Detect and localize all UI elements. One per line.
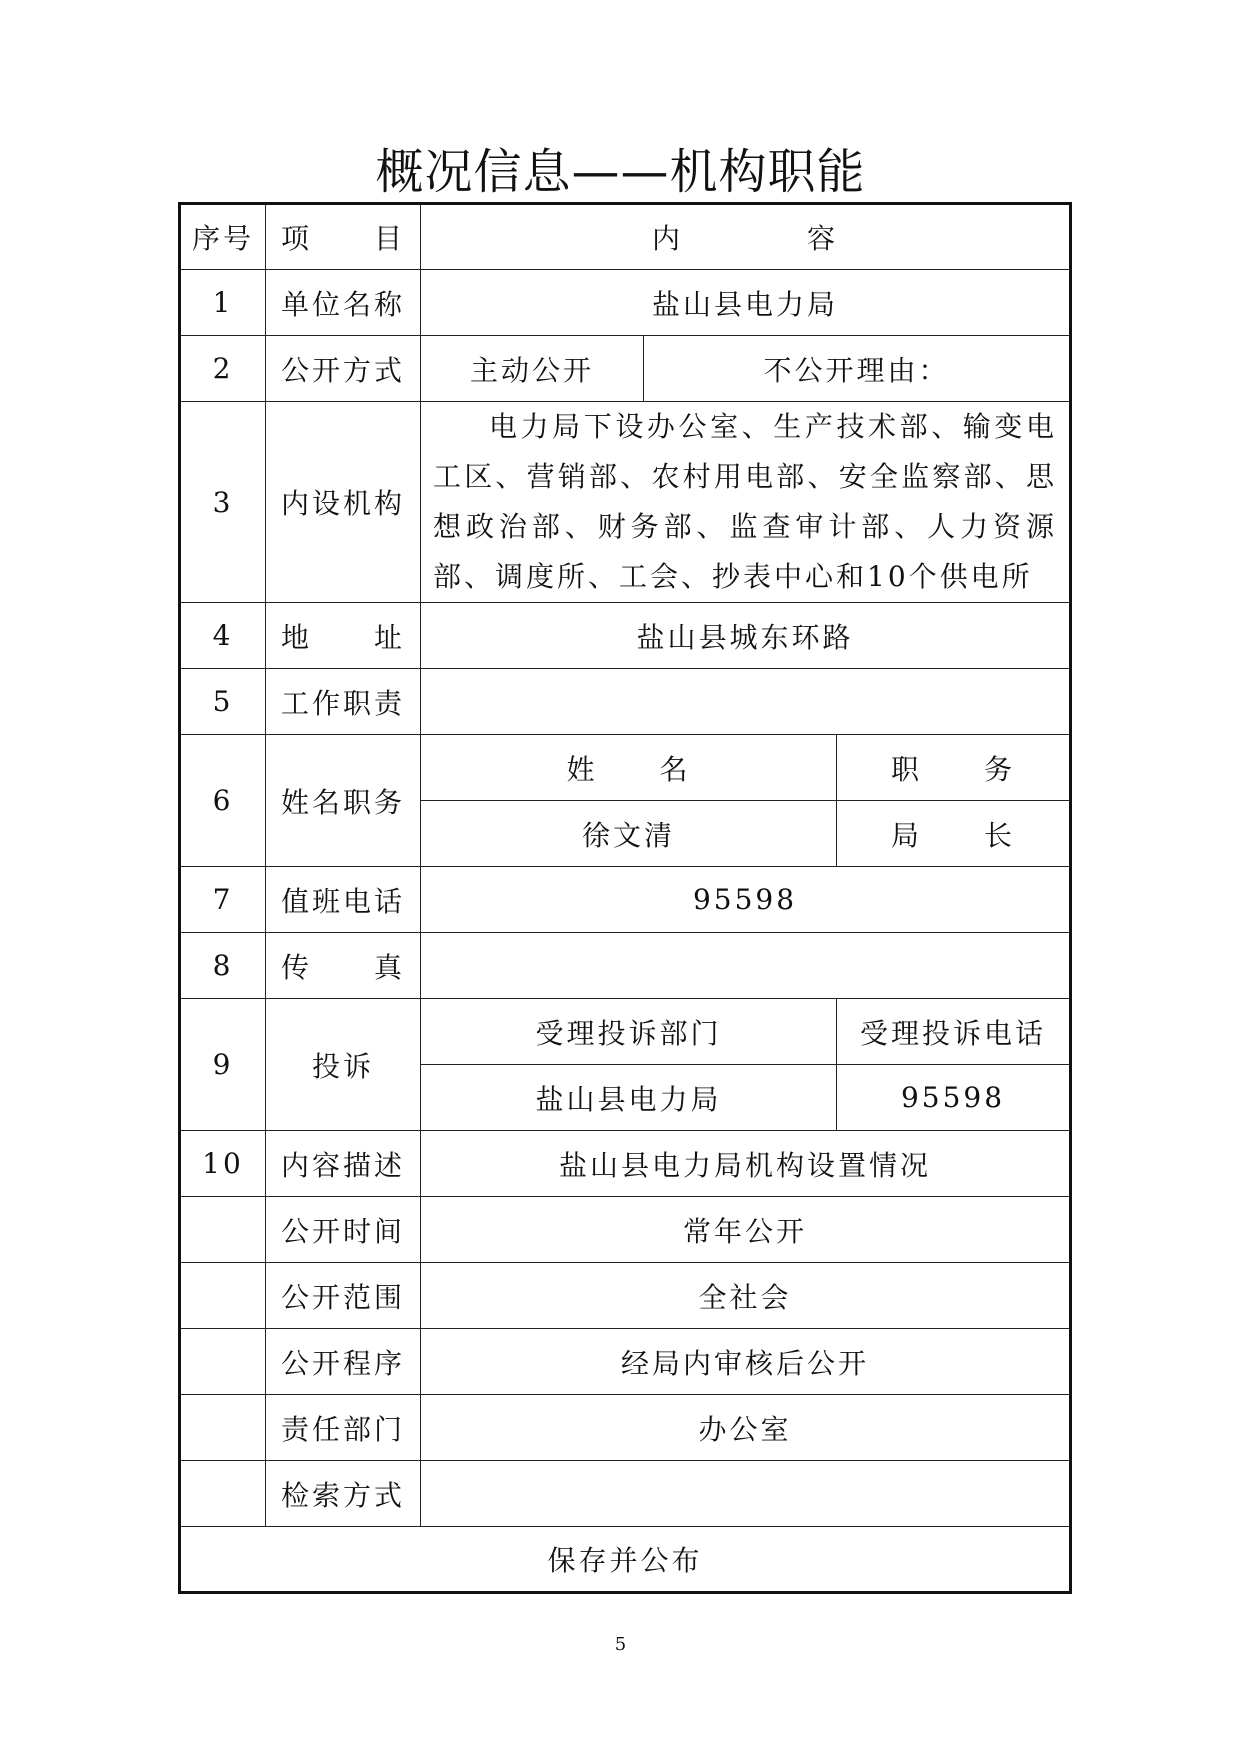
row-seq <box>180 1329 266 1395</box>
disclosure-time-value[interactable]: 常年公开 <box>421 1197 1071 1263</box>
row-item: 单位名称 <box>266 270 421 336</box>
row-item: 公开时间 <box>266 1197 421 1263</box>
row-seq <box>180 1197 266 1263</box>
table-row <box>180 669 1071 735</box>
table-row <box>180 933 1071 999</box>
table-row <box>180 867 1071 933</box>
table-row <box>180 1329 1071 1395</box>
table-header-row <box>180 204 1071 270</box>
person-name-value[interactable]: 徐文清 <box>421 801 837 867</box>
table-row <box>180 1395 1071 1461</box>
row-item: 姓名职务 <box>266 735 421 867</box>
row-item: 地 址 <box>266 603 421 669</box>
row-seq: 5 <box>180 669 266 735</box>
row-seq: 7 <box>180 867 266 933</box>
unit-name-value[interactable]: 盐山县电力局 <box>421 270 1071 336</box>
row-seq: 2 <box>180 336 266 402</box>
row-seq: 1 <box>180 270 266 336</box>
row-seq <box>180 1395 266 1461</box>
row-item: 公开程序 <box>266 1329 421 1395</box>
table-row <box>180 270 1071 336</box>
save-and-publish-button[interactable]: 保存并公布 <box>180 1527 1071 1593</box>
person-position-value[interactable]: 局 长 <box>837 801 1071 867</box>
header-seq: 序号 <box>180 204 266 270</box>
complaint-phone-value[interactable]: 95598 <box>837 1065 1071 1131</box>
row-item: 检索方式 <box>266 1461 421 1527</box>
header-content: 内 容 <box>421 204 1071 270</box>
duty-phone-value[interactable]: 95598 <box>421 867 1071 933</box>
name-header: 姓 名 <box>421 735 837 801</box>
row-seq: 9 <box>180 999 266 1131</box>
table-row <box>180 402 1071 603</box>
table-row <box>180 1197 1071 1263</box>
row-item: 工作职责 <box>266 669 421 735</box>
complaint-dept-header: 受理投诉部门 <box>421 999 837 1065</box>
row-seq: 10 <box>180 1131 266 1197</box>
row-item: 公开范围 <box>266 1263 421 1329</box>
row-seq: 6 <box>180 735 266 867</box>
retrieval-method-value[interactable] <box>421 1461 1071 1527</box>
duties-value[interactable] <box>421 669 1071 735</box>
row-item: 投诉 <box>266 999 421 1131</box>
row-item: 责任部门 <box>266 1395 421 1461</box>
row-seq: 4 <box>180 603 266 669</box>
page-title: 概况信息——机构职能 <box>375 144 866 200</box>
row-seq: 3 <box>180 402 266 603</box>
fax-value[interactable] <box>421 933 1071 999</box>
table-row <box>180 1461 1071 1527</box>
disclosure-procedure-value[interactable]: 经局内审核后公开 <box>421 1329 1071 1395</box>
row-item: 内设机构 <box>266 402 421 603</box>
position-header: 职 务 <box>837 735 1071 801</box>
page-number: 5 <box>614 1634 627 1655</box>
address-value[interactable]: 盐山县城东环路 <box>421 603 1071 669</box>
complaint-dept-value[interactable]: 盐山县电力局 <box>421 1065 837 1131</box>
table-row <box>180 603 1071 669</box>
disclosure-mode-value[interactable]: 主动公开 <box>421 336 644 402</box>
complaint-phone-header: 受理投诉电话 <box>837 999 1071 1065</box>
table-footer-row <box>180 1527 1071 1593</box>
disclosure-scope-value[interactable]: 全社会 <box>421 1263 1071 1329</box>
info-table <box>178 202 1072 1594</box>
table-row <box>180 336 1071 402</box>
internal-departments-value[interactable]: 电力局下设办公室、生产技术部、输变电工区、营销部、农村用电部、安全监察部、思想政治部、财务部、监查审计部、人力资源部、调度所、工会、抄表中心和10个供电所 <box>421 402 1071 603</box>
table-row <box>180 735 1071 801</box>
row-seq <box>180 1263 266 1329</box>
table-row <box>180 1263 1071 1329</box>
row-seq: 8 <box>180 933 266 999</box>
row-item: 值班电话 <box>266 867 421 933</box>
content-description-value[interactable]: 盐山县电力局机构设置情况 <box>421 1131 1071 1197</box>
row-item: 内容描述 <box>266 1131 421 1197</box>
row-seq <box>180 1461 266 1527</box>
table-row <box>180 1131 1071 1197</box>
header-item: 项 目 <box>266 204 421 270</box>
row-item: 传 真 <box>266 933 421 999</box>
non-disclosure-reason-field[interactable]: 不公开理由： <box>644 336 1071 402</box>
table-row <box>180 999 1071 1065</box>
row-item: 公开方式 <box>266 336 421 402</box>
responsible-dept-value[interactable]: 办公室 <box>421 1395 1071 1461</box>
